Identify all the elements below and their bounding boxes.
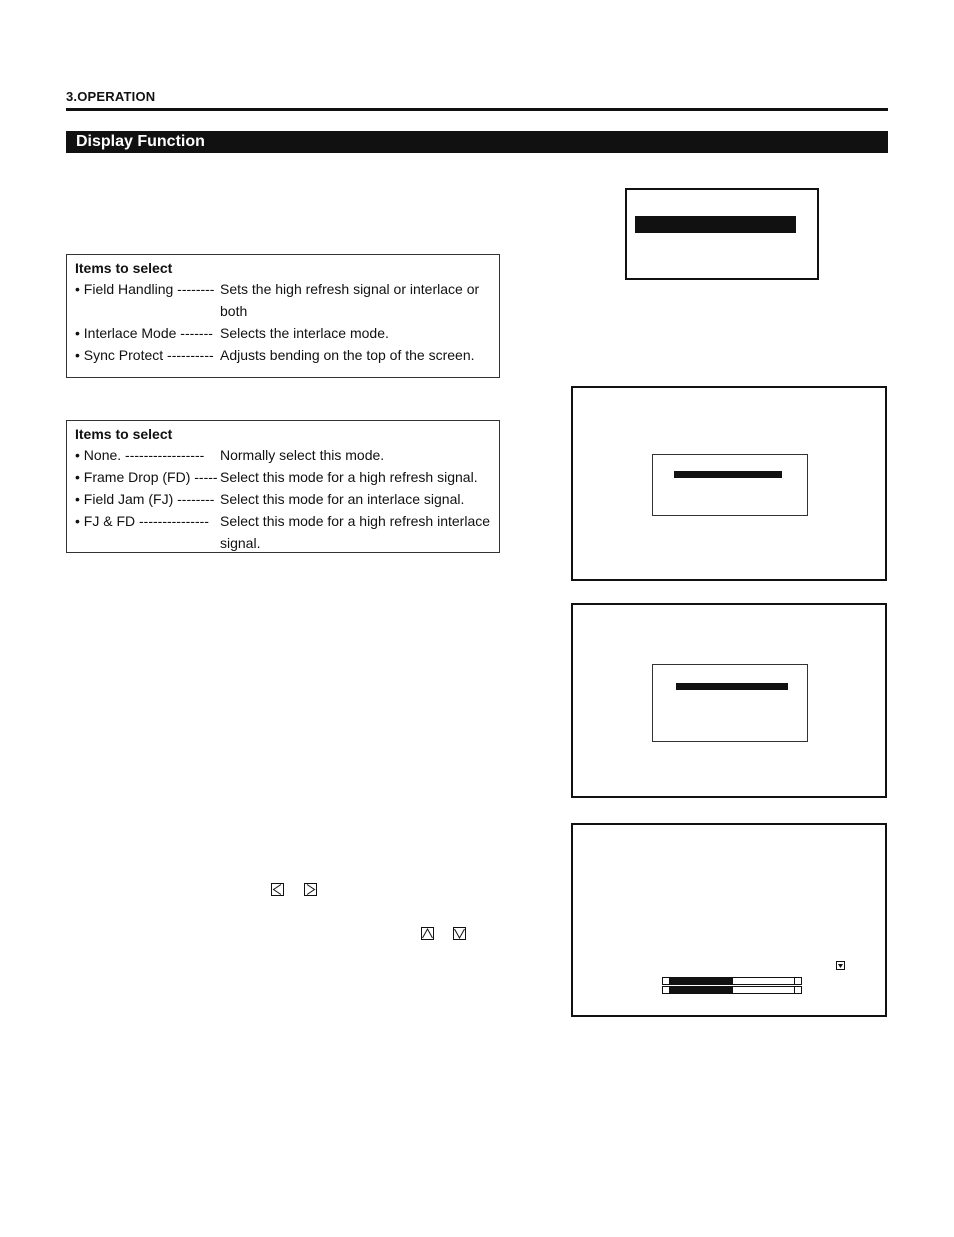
- item-desc: Selects the interlace mode.: [220, 325, 389, 341]
- item-desc: Normally select this mode.: [220, 447, 385, 463]
- up-arrow-key-icon: [421, 927, 434, 940]
- list-item: [75, 466, 491, 488]
- list-item: [75, 510, 491, 554]
- slider-right-arrow-icon[interactable]: [794, 986, 802, 994]
- menu-highlight-bar: [635, 216, 796, 233]
- item-label: • Field Jam (FJ) --------: [75, 491, 215, 507]
- menu-highlight-bar: [674, 471, 782, 478]
- sync-protect-screen-figure: [571, 823, 887, 1017]
- slider-fill: [670, 987, 733, 993]
- page-title: Display Function: [66, 131, 888, 153]
- submenu-box: [652, 664, 808, 742]
- item-label: • Frame Drop (FD) -----: [75, 469, 218, 485]
- item-label: • Field Handling --------: [75, 281, 215, 297]
- scroll-down-icon: [836, 961, 845, 970]
- list-item: [75, 444, 491, 466]
- item-label: • None. -----------------: [75, 447, 205, 463]
- list-item: [75, 278, 491, 322]
- adjust-slider[interactable]: [662, 986, 802, 994]
- header-rule: [66, 108, 888, 111]
- list-item: [75, 488, 491, 510]
- box-title: Items to select: [75, 260, 173, 276]
- adjust-slider[interactable]: [662, 977, 802, 985]
- section-label: 3.OPERATION: [66, 89, 156, 104]
- field-handling-screen-figure: [571, 386, 887, 581]
- down-arrow-key-icon: [453, 927, 466, 940]
- submenu-box: [652, 454, 808, 516]
- slider-fill: [670, 978, 733, 984]
- item-desc: Sets the high refresh signal or interlace or both: [220, 281, 480, 319]
- items-box-field-handling: [66, 420, 500, 553]
- item-label: • Interlace Mode -------: [75, 325, 213, 341]
- item-desc: Select this mode for a high refresh interlace signal.: [220, 513, 491, 551]
- list-item: [75, 322, 491, 344]
- display-menu-figure: [625, 188, 819, 280]
- item-desc: Select this mode for an interlace signal.: [220, 491, 465, 507]
- item-label: • Sync Protect ----------: [75, 347, 214, 363]
- item-desc: Select this mode for a high refresh signal.: [220, 469, 478, 485]
- slider-right-arrow-icon[interactable]: [794, 977, 802, 985]
- box-title: Items to select: [75, 426, 173, 442]
- list-item: [75, 344, 491, 366]
- left-arrow-key-icon: [271, 883, 284, 896]
- items-box-display: [66, 254, 500, 378]
- interlace-mode-screen-figure: [571, 603, 887, 798]
- item-desc: Adjusts bending on the top of the screen.: [220, 347, 475, 363]
- item-label: • FJ & FD ---------------: [75, 513, 209, 529]
- right-arrow-key-icon: [304, 883, 317, 896]
- slider-track[interactable]: [669, 986, 797, 994]
- menu-highlight-bar: [676, 683, 788, 690]
- slider-track[interactable]: [669, 977, 797, 985]
